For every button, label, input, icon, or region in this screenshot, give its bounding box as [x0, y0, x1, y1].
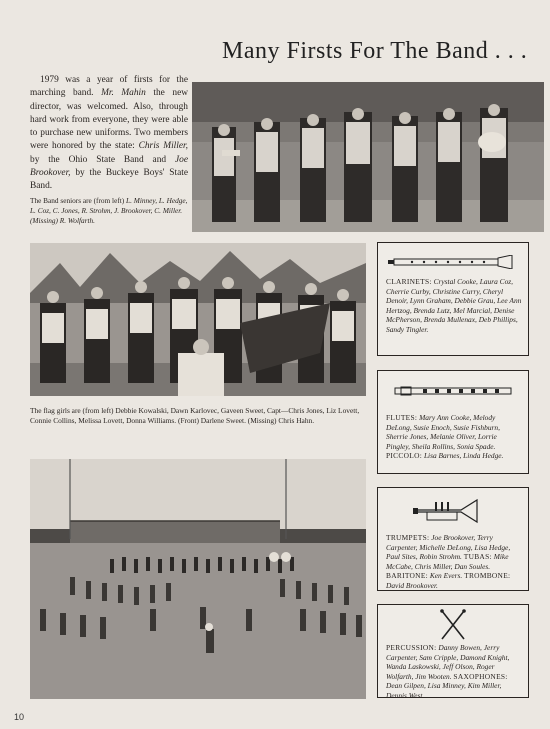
- flag-girls-caption: The flag girls are (from left) Debbie Kowalski, Dawn Karlovec, Gaveen Sweet, Capt—Chris Jones, Liz Lovett, Connie Collins, Melissa Lovett, Donna Williams. (Front) Darlene Sweet. (Missing) Chris Hahn.: [30, 406, 360, 426]
- intro-name-2: Joe Brookover,: [30, 154, 188, 179]
- field-formation-photo-art: [30, 459, 366, 699]
- seniors-photo-art: [192, 82, 544, 232]
- flute-icon: [378, 385, 528, 397]
- seniors-caption: [30, 196, 188, 227]
- trumpets-section: TRUMPETS:: [386, 533, 430, 542]
- intro-p4: by the Buckeye Boys' State Band.: [30, 168, 188, 192]
- saxophones-section: SAXOPHONES:: [453, 671, 508, 681]
- intro-p1: 1979 was a year of firsts for the marching band.: [30, 75, 188, 99]
- intro-name-1: Chris Miller,: [138, 141, 188, 152]
- percussion-section: PERCUSSION:: [386, 643, 437, 652]
- page-number: 10: [14, 712, 25, 722]
- trumpets-box: [377, 487, 529, 591]
- seniors-caption-names: L. Minney, L. Hedge, L. Coz, C. Jones, R. Strohm, J. Brookover, C. Miller. (Missing) R. Wolfarth.: [30, 196, 188, 226]
- trumpets-names: Joe Brookover, Terry Carpenter, Michelle DeLong, Lisa Hedge, Paul Sites, Robin Strohm.: [386, 533, 511, 562]
- tubas-names: Mike McCabe, Chris Miller, Dan Soules.: [386, 552, 509, 571]
- clarinets-names: Crystal Cooke, Laura Coz, Cherrie Curby, Christine Curry, Cheryl Denoir, Lynn Graham, Debbie Grau, Lee Ann Hertzog, Brenda Lutz, Mel Marcial, Denise McPherson, Brenda Mullenax, Deb Phillips, Sandy Tingler.: [386, 277, 522, 334]
- clarinet-icon: [378, 255, 528, 269]
- trombone-names: David Brookover.: [386, 580, 438, 590]
- seniors-photo: [192, 82, 544, 232]
- piccolo-names: Lisa Barnes, Linda Hedge.: [423, 451, 504, 461]
- trombone-section: TROMBONE:: [464, 571, 511, 581]
- clarinets-roster: [386, 277, 522, 335]
- tubas-section: TUBAS:: [463, 552, 492, 562]
- saxophones-names: Dean Gilpen, Lisa Minney, Kim Miller, Dennis West.: [386, 681, 502, 700]
- flag-girls-photo: [30, 243, 366, 396]
- page-title: Many Firsts For The Band . . .: [222, 38, 528, 64]
- percussion-box: [377, 604, 529, 698]
- intro-text: [30, 74, 188, 194]
- seniors-caption-lead: The Band seniors are (from left): [30, 196, 125, 205]
- flag-girls-photo-art: [30, 243, 366, 396]
- piccolo-section: PICCOLO:: [386, 451, 423, 461]
- flutes-names: Mary Ann Cooke, Melody DeLong, Susie Enoch, Susie Fishburn, Sherrie Jones, Melanie Oliver, Lorrie Pingley, Sheila Rollins, Sonia Spade.: [386, 413, 500, 451]
- clarinets-box: [377, 242, 529, 356]
- drumsticks-icon: [378, 609, 528, 641]
- clarinets-section: CLARINETS:: [386, 277, 432, 286]
- flutes-roster: [386, 413, 522, 461]
- intro-p3: by the Ohio State Band and: [30, 154, 167, 165]
- percussion-roster: [386, 643, 522, 701]
- percussion-names: Danny Bowen, Jerry Carpenter, Sam Cripple, Damond Knight, Wanda Laskowski, Jeff Olson, Roger Wolfarth, Jim Wooten.: [386, 643, 510, 681]
- field-formation-photo: [30, 459, 366, 699]
- trumpets-roster: [386, 533, 522, 591]
- baritone-section: BARITONE:: [386, 571, 428, 581]
- intro-p2: the new director, was welcomed. Also, through hard work from everyone, they were able to purchase new uniforms. Two members were honored by the state:: [30, 88, 189, 152]
- intro-name-director: Mr. Mahin: [101, 88, 146, 99]
- trumpet-icon: [378, 496, 528, 526]
- flutes-box: [377, 370, 529, 474]
- flutes-section: FLUTES:: [386, 413, 418, 422]
- baritone-names: Ken Evers.: [429, 571, 463, 581]
